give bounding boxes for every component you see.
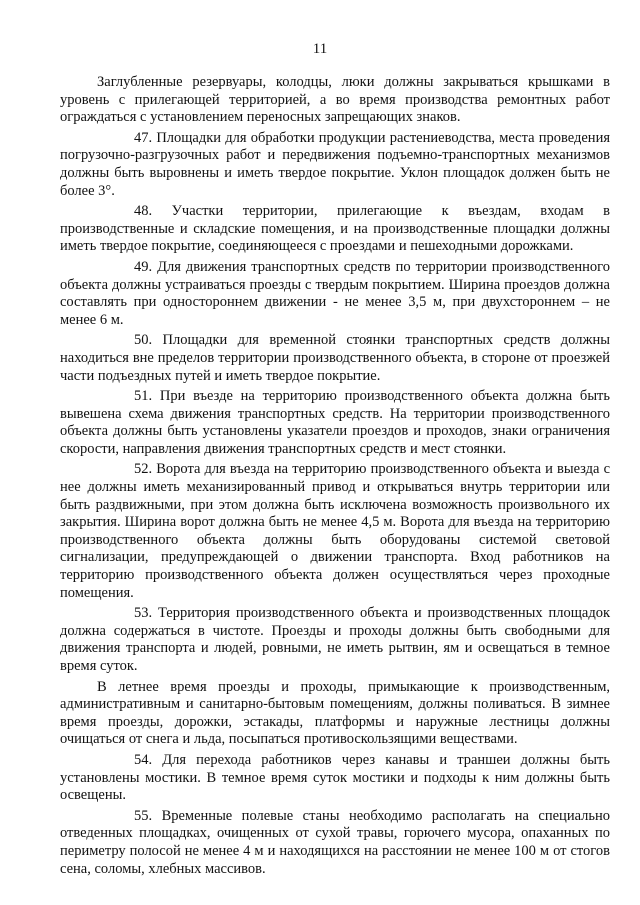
- paragraph-text: В летнее время проезды и проходы, примыкающие к производственным, административным и санитарно-бытовым помещениям, должны поливаться. В зимнее время проезды, дорожки, эстакады, платформы и наружные лестницы должны очищаться от снега и льда, посыпаться противоскользящими веществами.: [60, 678, 610, 748]
- paragraph-text: При въезде на территорию производственного объекта должна быть вывешена схема движения транспортных средств. На территории производственного объекта должны быть установлены указатели проездов и проходов, знаки ограничения скорости, направления движения транспортных средств и мест стоянки.: [60, 388, 611, 457]
- page-number: 11: [312, 41, 328, 57]
- paragraph-text: Временные полевые станы необходимо располагать на специально отведенных площадках, очищенных от сухой травы, горючего мусора, опаханных по периметру полосой не менее 4 м и находящихся на расстоянии не менее 100 м от стогов сена, соломы, хлебных массивов.: [60, 807, 610, 877]
- paragraph-number: 53.: [134, 605, 153, 622]
- paragraph-54: [60, 752, 610, 805]
- paragraph-text: Заглубленные резервуары, колодцы, люки должны закрываться крышками в уровень с прилегающей территорией, а во время производства ремонтных работ ограждаться с установлением переносных запрещающих знаков.: [60, 74, 610, 126]
- paragraph-48: [60, 203, 610, 256]
- paragraph-47: [60, 130, 610, 200]
- paragraph-53: [60, 605, 610, 675]
- paragraph-number: 48.: [134, 203, 153, 220]
- paragraph-number: 55.: [134, 807, 153, 824]
- paragraph-text: Территория производственного объекта и производственных площадок должна содержаться в чистоте. Проезды и проходы должны быть свободными для движения транспорта и людей, ровными, не иметь рытвин, ям и освещаться в темное время суток.: [60, 605, 610, 674]
- paragraph-55: [60, 808, 610, 878]
- paragraph-49: [60, 259, 610, 329]
- paragraph-number: 51.: [134, 388, 153, 405]
- paragraph-52: [60, 461, 610, 602]
- paragraph-text: Для перехода работников через канавы и траншеи должны быть установлены мостики. В темное время суток мостики и подходы к ним должны быть освещены.: [60, 751, 610, 804]
- paragraph-text: Для движения транспортных средств по территории производственного объекта должны устраиваться проезды с твердым покрытием. Ширина проездов должна составлять при одностороннем движении - не менее 3,5 м, при двухстороннем – не менее 6 м.: [60, 258, 610, 328]
- paragraph-text: Площадки для временной стоянки транспортных средств должны находиться вне пределов территории производственного объекта, в стороне от проезжей части подъездных путей и иметь твердое покрытие.: [60, 332, 611, 384]
- paragraph-text: Площадки для обработки продукции растениеводства, места проведения погрузочно-разгрузочных работ и передвижения подъемно-транспортных механизмов должны быть выровнены и иметь твердое покрытие. Уклон площадок должен быть не более 3°.: [60, 129, 610, 199]
- paragraph-text: Участки территории, прилегающие к въездам, входам в производственные и складские помещения, и на производственные площадки должны иметь твердое покрытие, соединяющееся с проездами и пешеходными дорожками.: [60, 203, 611, 255]
- paragraph-number: 52.: [134, 461, 153, 478]
- paragraph-50: [60, 332, 610, 385]
- paragraph-number: 50.: [134, 332, 153, 349]
- paragraph-number: 49.: [134, 258, 153, 275]
- paragraph-number: 47.: [134, 129, 153, 146]
- paragraph-intro: [60, 74, 610, 127]
- document-body: [60, 74, 610, 881]
- paragraph-53-continued: [60, 679, 610, 749]
- paragraph-51: [60, 388, 610, 458]
- paragraph-number: 54.: [134, 751, 153, 768]
- paragraph-text: Ворота для въезда на территорию производственного объекта и выезда с нее должны иметь механизированный привод и открываться внутрь территории или быть раздвижными, при этом должна быть исключена возможность произвольного их закрытия. Ширина ворот должна быть не менее 4,5 м. Ворота для въезда на территорию производственного объекта должны быть оборудованы системой световой сигнализации, предупреждающей о движении транспорта. Вход работников на территорию производственного объекта должен осуществляться через проходные помещения.: [60, 461, 611, 601]
